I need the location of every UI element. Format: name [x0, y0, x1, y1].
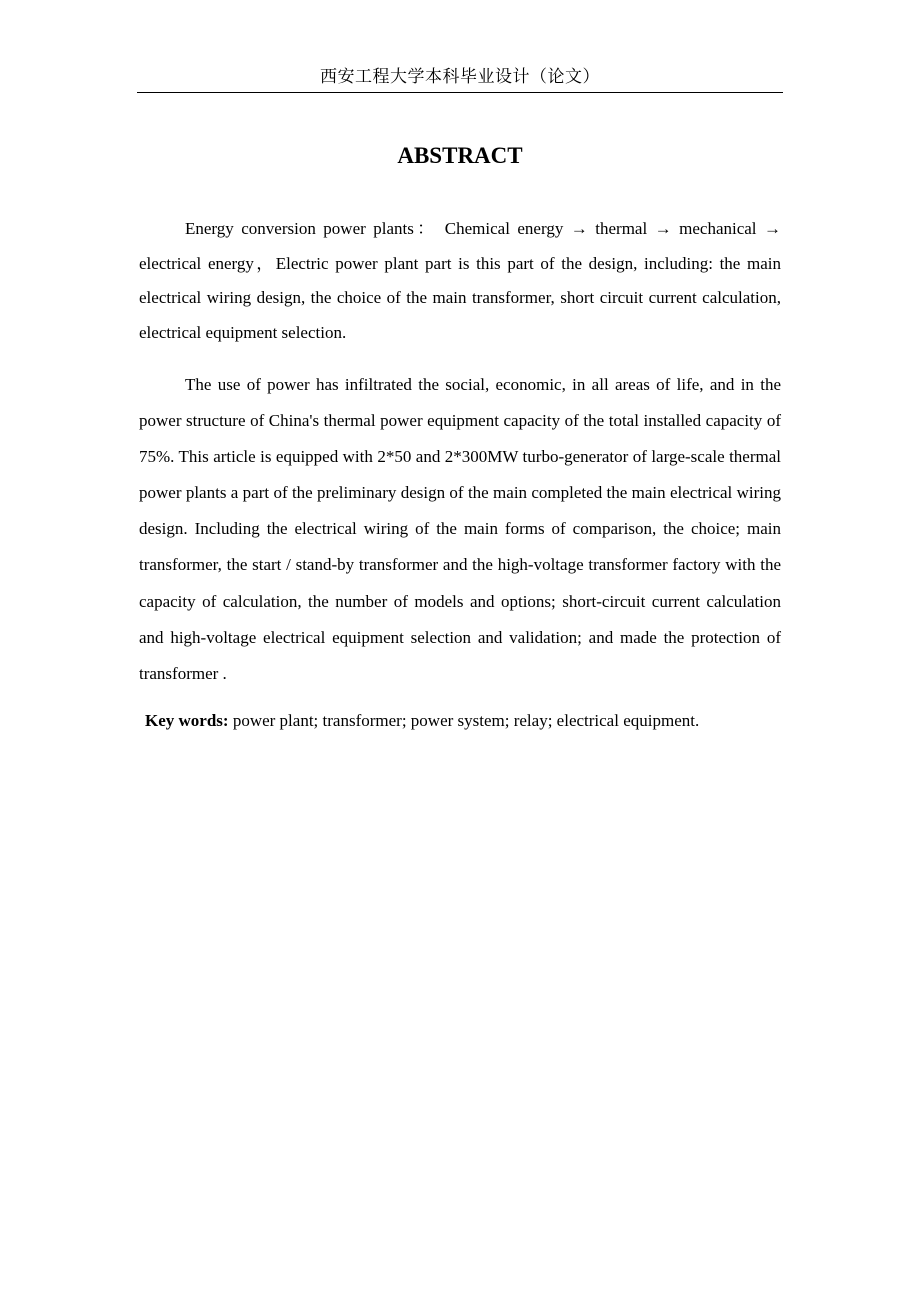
abstract-paragraph-1: Energy conversion power plants： Chemical energy → thermal → mechanical → electrical energy，Electric power plant part is this part of the design, including: the main electrical wiring design, the choice of the main transformer, short circuit current calculation, electrical equipment selection.: [139, 219, 781, 342]
keywords-label: Key words:: [145, 711, 229, 730]
header-text: 西安工程大学本科毕业设计（论文）: [320, 67, 600, 87]
abstract-paragraph-2: The use of power has infiltrated the social, economic, in all areas of life, and in the power structure of China's thermal power equipment capacity of the total installed capacity of 75%. This article is equipped with 2*50 and 2*300MW turbo-generator of large-scale thermal power plants a part of the preliminary design of the main completed the main electrical wiring design. Including the electrical wiring of the main forms of comparison, the choice; main transformer, the start / stand-by transformer and the high-voltage transformer factory with the capacity of calculation, the number of models and options; short-circuit current calculation and high-voltage electrical equipment selection and validation; and made the protection of transformer .: [139, 375, 781, 683]
page-header: [137, 62, 783, 93]
keywords-line: [145, 706, 785, 736]
page-title: ABSTRACT: [397, 143, 523, 168]
keywords-text: power plant; transformer; power system; relay; electrical equipment.: [232, 711, 700, 730]
